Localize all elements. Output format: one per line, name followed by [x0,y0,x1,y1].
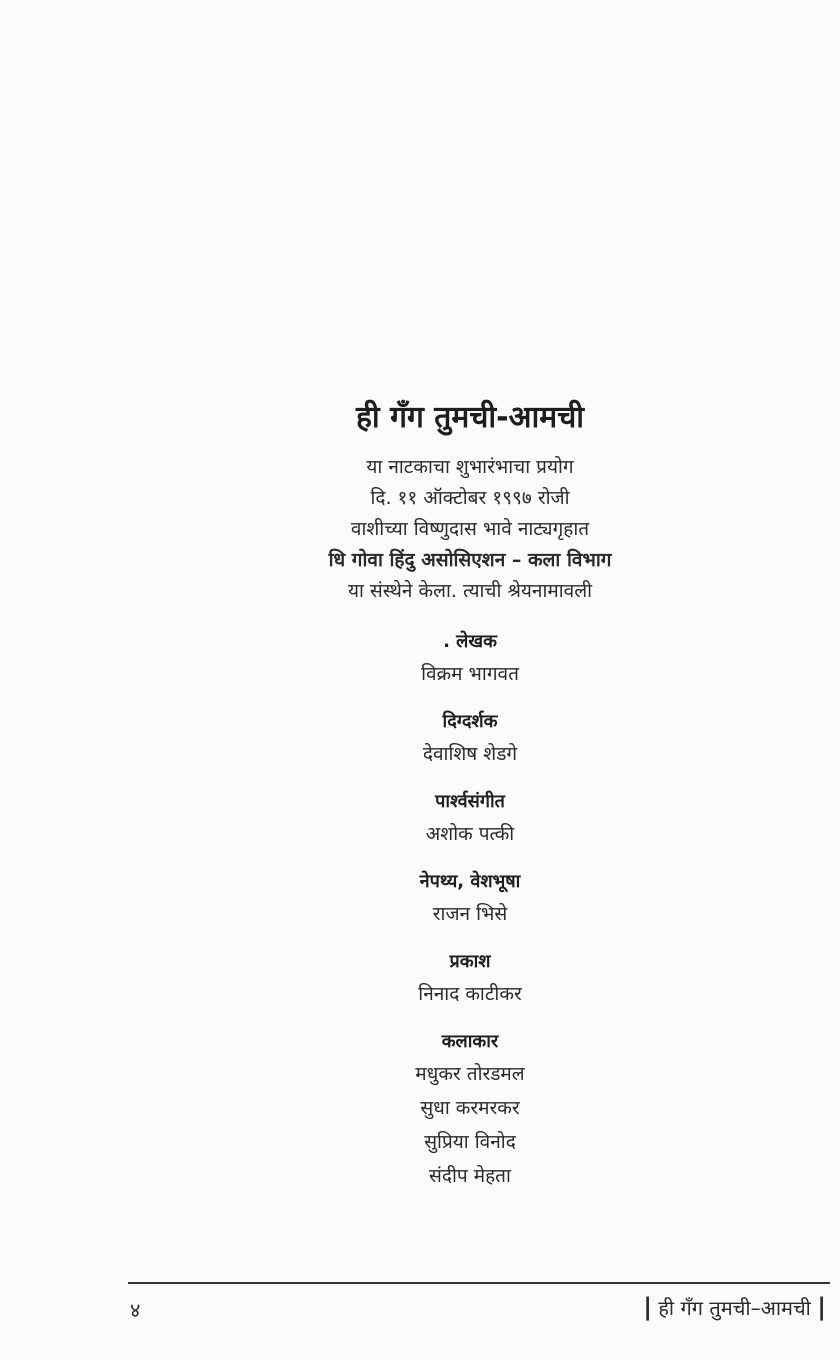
credit-name: देवाशिष शेडगे [422,743,518,765]
credit-writer [0,627,840,691]
credit-director [0,707,840,771]
intro-line: या संस्थेने केला. त्याची श्रेयनामावली [347,580,593,602]
intro-line: दि. ११ ऑक्टोबर १९९७ रोजी [370,487,570,509]
page-number: ४ [130,1298,141,1322]
credits-list [0,627,840,1193]
cast-member: सुप्रिया विनोद [424,1131,516,1153]
credit-name: अशोक पत्की [425,823,515,845]
credit-role: नेपथ्य, वेशभूषा [419,871,521,892]
bar-left: | [643,1293,652,1321]
credit-music [0,787,840,851]
credit-role: . लेखक [443,631,497,652]
organization-name: धि गोवा हिंदु असोसिएशन – कला विभाग [328,549,612,571]
intro-line: वाशीच्या विष्णुदास भावे नाट्यगृहात [350,518,590,540]
credits-block [0,396,840,1209]
play-title: ही गँग तुमची-आमची [355,400,585,435]
cast-member: मधुकर तोरडमल [415,1063,525,1085]
intro-line: या नाटकाचा शुभारंभाचा प्रयोग [366,456,574,478]
credit-role: कलाकार [441,1031,499,1052]
bar-right: | [817,1293,826,1321]
cast-member: संदीप मेहता [429,1165,511,1187]
footer-divider [128,1282,830,1284]
cast-member: सुधा करमरकर [420,1097,520,1119]
running-title [643,1293,826,1321]
running-title-text: ही गँग तुमची–आमची [658,1296,811,1320]
credit-name: निनाद काटीकर [418,983,522,1005]
intro-block [0,452,840,607]
credit-name: विक्रम भागवत [421,663,519,685]
credit-role: प्रकाश [449,951,491,972]
credit-set-costume [0,867,840,931]
credit-role: दिग्दर्शक [442,711,498,732]
credit-lighting [0,947,840,1011]
credit-cast [0,1027,840,1193]
credit-role: पार्श्वसंगीत [435,791,505,812]
credit-name: राजन भिसे [432,903,508,925]
